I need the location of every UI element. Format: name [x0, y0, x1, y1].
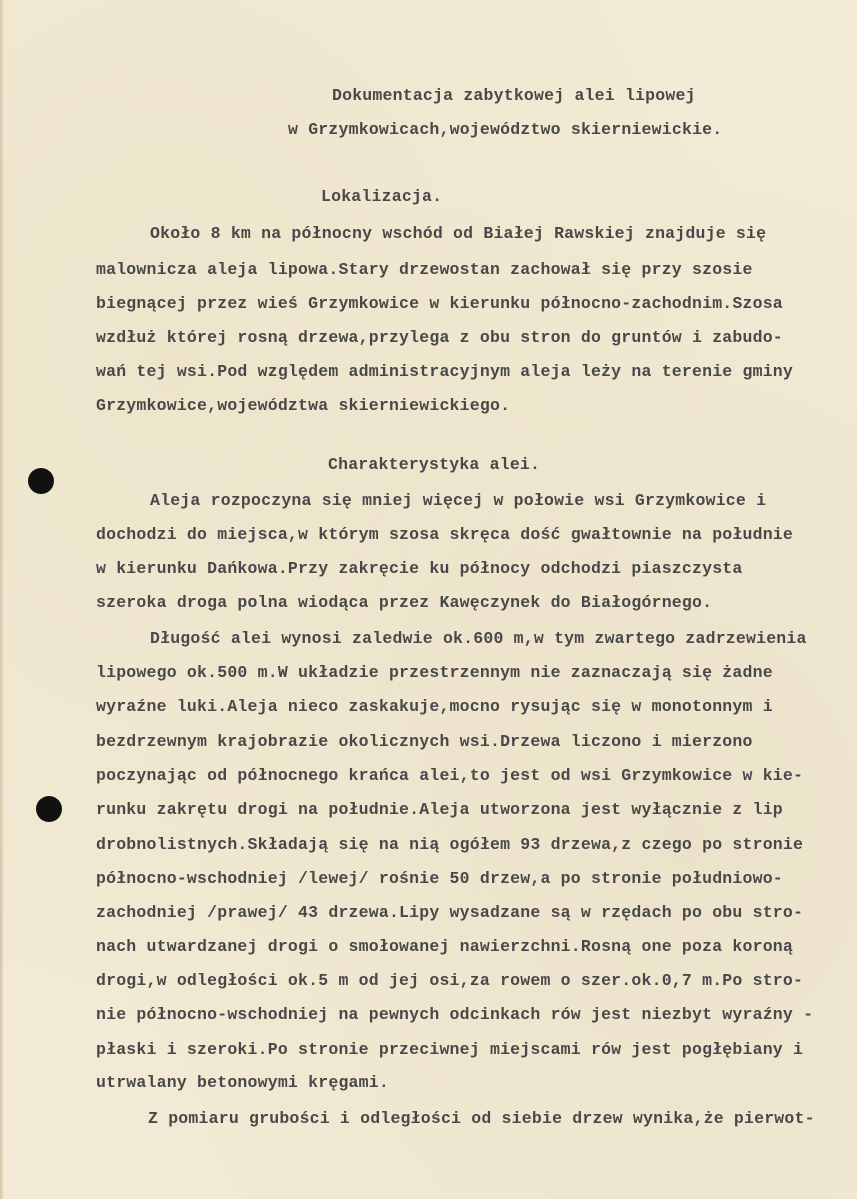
- paragraph-line: Z pomiaru grubości i odległości od siebie drzew wynika,że pierwot-: [148, 1109, 815, 1128]
- paragraph-line: poczynając od północnego krańca alei,to jest od wsi Grzymkowice w kie-: [96, 766, 804, 785]
- paragraph-line: wań tej wsi.Pod względem administracyjnym aleja leży na terenie gminy: [96, 362, 794, 381]
- paragraph-line: Długość alei wynosi zaledwie ok.600 m,w tym zwartego zadrzewienia: [150, 629, 807, 648]
- document-title-line-1: Dokumentacja zabytkowej alei lipowej: [332, 86, 696, 105]
- paragraph-line: lipowego ok.500 m.W układzie przestrzennym nie zaznaczają się żadne: [96, 663, 773, 682]
- section-heading-location: Lokalizacja.: [321, 187, 443, 206]
- paragraph-line: w kierunku Dańkowa.Przy zakręcie ku północy odchodzi piaszczysta: [96, 559, 743, 578]
- paragraph-line: Grzymkowice,województwa skierniewickiego.: [96, 396, 511, 415]
- paragraph-line: wzdłuż której rosną drzewa,przylega z obu stron do gruntów i zabudo-: [96, 328, 783, 347]
- paragraph-line: płaski i szeroki.Po stronie przeciwnej miejscami rów jest pogłębiany i: [96, 1040, 804, 1059]
- paragraph-line: biegnącej przez wieś Grzymkowice w kierunku północno-zachodnim.Szosa: [96, 294, 783, 313]
- paragraph-line: bezdrzewnym krajobrazie okolicznych wsi.Drzewa liczono i mierzono: [96, 732, 753, 751]
- paragraph-line: Około 8 km na północny wschód od Białej Rawskiej znajduje się: [150, 224, 767, 243]
- paragraph-line: nie północno-wschodniej na pewnych odcinkach rów jest niezbyt wyraźny -: [96, 1005, 814, 1024]
- paragraph-line: nach utwardzanej drogi o smołowanej nawierzchni.Rosną one poza koroną: [96, 937, 794, 956]
- paragraph-line: drogi,w odległości ok.5 m od jej osi,za rowem o szer.ok.0,7 m.Po stro-: [96, 971, 804, 990]
- paragraph-line: dochodzi do miejsca,w którym szosa skręca dość gwałtownie na południe: [96, 525, 794, 544]
- paragraph-line: szeroka droga polna wiodąca przez Kawęczynek do Białogórnego.: [96, 593, 713, 612]
- paragraph-line: północno-wschodniej /lewej/ rośnie 50 drzew,a po stronie południowo-: [96, 869, 783, 888]
- section-heading-characteristics: Charakterystyka alei.: [328, 455, 541, 474]
- paper-edge: [0, 0, 4, 1199]
- paragraph-line: Aleja rozpoczyna się mniej więcej w połowie wsi Grzymkowice i: [150, 491, 767, 510]
- paragraph-line: drobnolistnych.Składają się na nią ogółem 93 drzewa,z czego po stronie: [96, 835, 804, 854]
- document-title-line-2: w Grzymkowicach,województwo skierniewickie.: [288, 120, 723, 139]
- punch-hole: [28, 468, 54, 494]
- paragraph-line: zachodniej /prawej/ 43 drzewa.Lipy wysadzane są w rzędach po obu stro-: [96, 903, 804, 922]
- paragraph-line: wyraźne luki.Aleja nieco zaskakuje,mocno rysując się w monotonnym i: [96, 697, 773, 716]
- paragraph-line: malownicza aleja lipowa.Stary drzewostan zachował się przy szosie: [96, 260, 753, 279]
- paragraph-line: utrwalany betonowymi kręgami.: [96, 1073, 389, 1092]
- punch-hole: [36, 796, 62, 822]
- paragraph-line: runku zakrętu drogi na południe.Aleja utworzona jest wyłącznie z lip: [96, 800, 783, 819]
